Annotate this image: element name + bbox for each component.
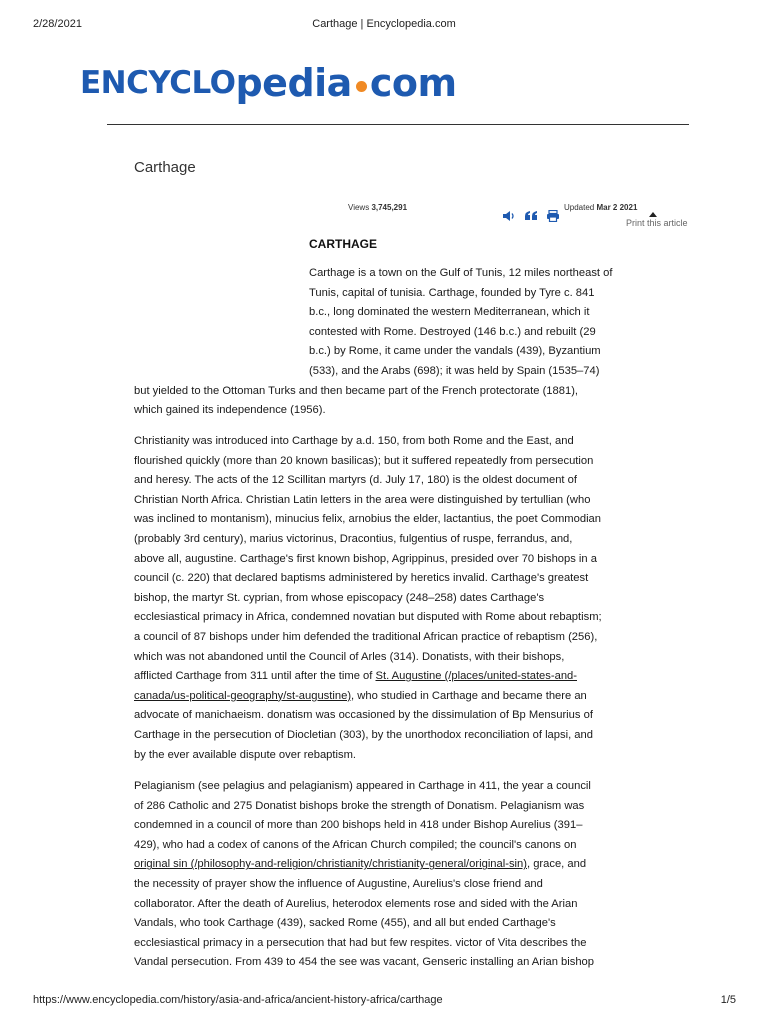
- paragraph-line: [134, 512, 634, 526]
- text-run: but yielded to the Ottoman Turks and then became part of the French protectorate (1881),: [134, 384, 579, 397]
- text-run: Vandals, who took Carthage (439), sacked Rome (455), and all but ended Carthage's: [134, 917, 556, 930]
- text-run: of 286 Catholic and 275 Donatist bishops broke the strength of Donatism. Pelagianism was: [134, 799, 585, 812]
- text-run: afflicted Carthage from 311 until after the time of: [134, 670, 376, 683]
- paragraph-line: [309, 325, 768, 339]
- print-url: https://www.encyclopedia.com/history/asia-and-africa/ancient-history-africa/carthage: [33, 994, 443, 1006]
- paragraph-line: [134, 818, 634, 832]
- text-run: b.c., long dominated the western Mediterranean, which it: [309, 306, 590, 319]
- paragraph-line: [134, 897, 634, 911]
- logo-word-pedia: pedia: [235, 61, 352, 105]
- updated-value: Mar 2 2021: [596, 203, 638, 212]
- text-run: flourished quickly (more than 20 known basilicas); but it suffered repeatedly from persecution: [134, 454, 594, 467]
- paragraph-line: [134, 552, 634, 566]
- views-label: Views: [348, 203, 370, 212]
- header-divider: [107, 124, 689, 125]
- paragraph-line: [134, 916, 634, 930]
- print-page-number: 1/5: [720, 994, 736, 1006]
- text-run: Carthage in the persecution of Diocletian (303), by the unorthodox reconciliation of lapsi, and: [134, 729, 593, 741]
- paragraph-line: [134, 799, 634, 813]
- article-heading: CARTHAGE: [309, 237, 377, 251]
- paragraph-line: [134, 708, 634, 722]
- st-augustine-link[interactable]: St. Augustine (/places/united-states-and-: [375, 670, 577, 683]
- text-run: condemned in a council of more than 200 bishops held in 418 under Bishop Aurelius (391–: [134, 819, 583, 832]
- text-run: Vandal persecution. From 439 to 454 the see was vacant, Genseric installing an Arian bishop: [134, 956, 594, 969]
- paragraph-line: [134, 650, 634, 664]
- paragraph-line: [309, 344, 768, 358]
- paragraph-line: [134, 532, 634, 546]
- text-run: Pelagianism (see pelagius and pelagianism) appeared in Carthage in 411, the year a council: [134, 780, 591, 792]
- site-logo[interactable]: [80, 60, 457, 106]
- logo-word-com: com: [369, 61, 457, 105]
- paragraph-line: [134, 571, 634, 585]
- text-run: was inclined to montanism), minucius felix, arnobius the elder, lactantius, the poet Commodian: [134, 513, 602, 526]
- paragraph-line: [134, 384, 634, 398]
- text-run: , grace, and: [526, 858, 587, 871]
- paragraph-line: [134, 877, 634, 891]
- paragraph-line: [309, 266, 768, 280]
- article-tools: [502, 209, 560, 221]
- paragraph-line: [134, 630, 634, 644]
- text-run: ecclesiastical primacy in a persecution that had but few respites. victor of Vita describes the: [134, 936, 587, 949]
- views-value: 3,745,291: [371, 203, 408, 212]
- paragraph-line: [134, 403, 634, 417]
- caret-up-icon[interactable]: [648, 205, 658, 213]
- text-run: ecclesiastical primacy in Africa, condemned novatian but disputed with Rome about rebaptism;: [134, 611, 602, 624]
- paragraph-line: [134, 454, 634, 468]
- print-article-link[interactable]: Print this article: [626, 218, 688, 228]
- print-page-title: Carthage | Encyclopedia.com: [312, 18, 456, 30]
- text-run: Tunis, capital of tunisia. Carthage, founded by Tyre c. 841: [309, 286, 595, 299]
- paragraph-line: [134, 493, 634, 507]
- cite-icon[interactable]: [524, 209, 538, 221]
- paragraph-line: [134, 610, 634, 624]
- text-run: Christian North Africa. Christian Latin letters in the area were distinguished by tertullian (who: [134, 493, 591, 506]
- views-count: [348, 203, 407, 212]
- text-run: Carthage is a town on the Gulf of Tunis, 12 miles northeast of: [309, 267, 613, 279]
- text-run: collaborator. After the death of Aurelius, heterodox elements rose and sided with the Arian: [134, 897, 578, 910]
- paragraph-line: [134, 434, 634, 448]
- paragraph-line: [134, 955, 634, 969]
- st-augustine-link-cont[interactable]: canada/us-political-geography/st-augustine): [134, 689, 352, 702]
- text-run: 429), who had a codex of canons of the African Church compiled; the council's canons on: [134, 838, 577, 851]
- page-title: Carthage: [134, 159, 196, 176]
- text-run: and heresy. The acts of the 12 Scillitan martyrs (d. July 17, 180) is the oldest document of: [134, 474, 577, 487]
- paragraph-line: [134, 728, 634, 742]
- listen-icon[interactable]: [502, 209, 516, 221]
- paragraph-line: [134, 779, 634, 793]
- paragraph-line: [134, 748, 634, 762]
- text-run: contested with Rome. Destroyed (146 b.c.) and rebuilt (29: [309, 325, 596, 338]
- paragraph-line: [134, 473, 634, 487]
- text-run: , who studied in Carthage and became there an: [351, 689, 587, 702]
- text-run: above all, augustine. Carthage's first known bishop, Agrippinus, presided over 70 bishops in a: [134, 552, 597, 565]
- text-run: b.c.) by Rome, it came under the vandals (439), Byzantium: [309, 345, 601, 358]
- text-run: bishop, the martyr St. cyprian, from whose episcopacy (248–258) dates Carthage's: [134, 591, 545, 604]
- logo-word-encyclo: ENCYCLO: [80, 65, 236, 101]
- text-run: a council of 87 bishops under him defended the traditional African practice of rebaptism (256),: [134, 631, 598, 643]
- paragraph-line: [134, 689, 634, 703]
- text-run: advocate of manichaeism. donatism was occasioned by the dissimulation of Bp Mensurius of: [134, 709, 593, 722]
- text-run: which gained its independence (1956).: [134, 404, 326, 417]
- updated-label: Updated: [564, 203, 595, 212]
- paragraph-line: [134, 857, 634, 871]
- paragraph-line: [134, 838, 634, 852]
- updated-date: [564, 203, 637, 212]
- text-run: (probably 3rd century), marius victorinus, Dracontius, fulgentius of ruspe, ferrandus, and,: [134, 533, 573, 545]
- text-run: council (c. 220) that declared baptisms administered by heretics invalid. Carthage's greatest: [134, 572, 589, 585]
- original-sin-link[interactable]: original sin (/philosophy-and-religion/christianity/christianity-general/original-sin): [134, 858, 527, 871]
- paragraph-line: [134, 669, 634, 683]
- text-run: by the ever available dispute over rebaptism.: [134, 748, 357, 761]
- paragraph-line: [309, 364, 768, 378]
- text-run: Christianity was introduced into Carthage by a.d. 150, from both Rome and the East, and: [134, 435, 574, 447]
- logo-dot: [356, 81, 367, 92]
- text-run: the necessity of prayer show the influence of Augustine, Aurelius's close friend and: [134, 878, 543, 890]
- paragraph-line: [134, 591, 634, 605]
- paragraph-line: [309, 305, 768, 319]
- print-date: 2/28/2021: [33, 18, 82, 30]
- text-run: (533), and the Arabs (698); it was held by Spain (1535–74): [309, 365, 600, 377]
- print-icon[interactable]: [546, 209, 560, 221]
- paragraph-line: [134, 936, 634, 950]
- text-run: which was not abandoned until the Council of Arles (314). Donatists, with their bishops,: [134, 650, 565, 663]
- paragraph-line: [309, 286, 768, 300]
